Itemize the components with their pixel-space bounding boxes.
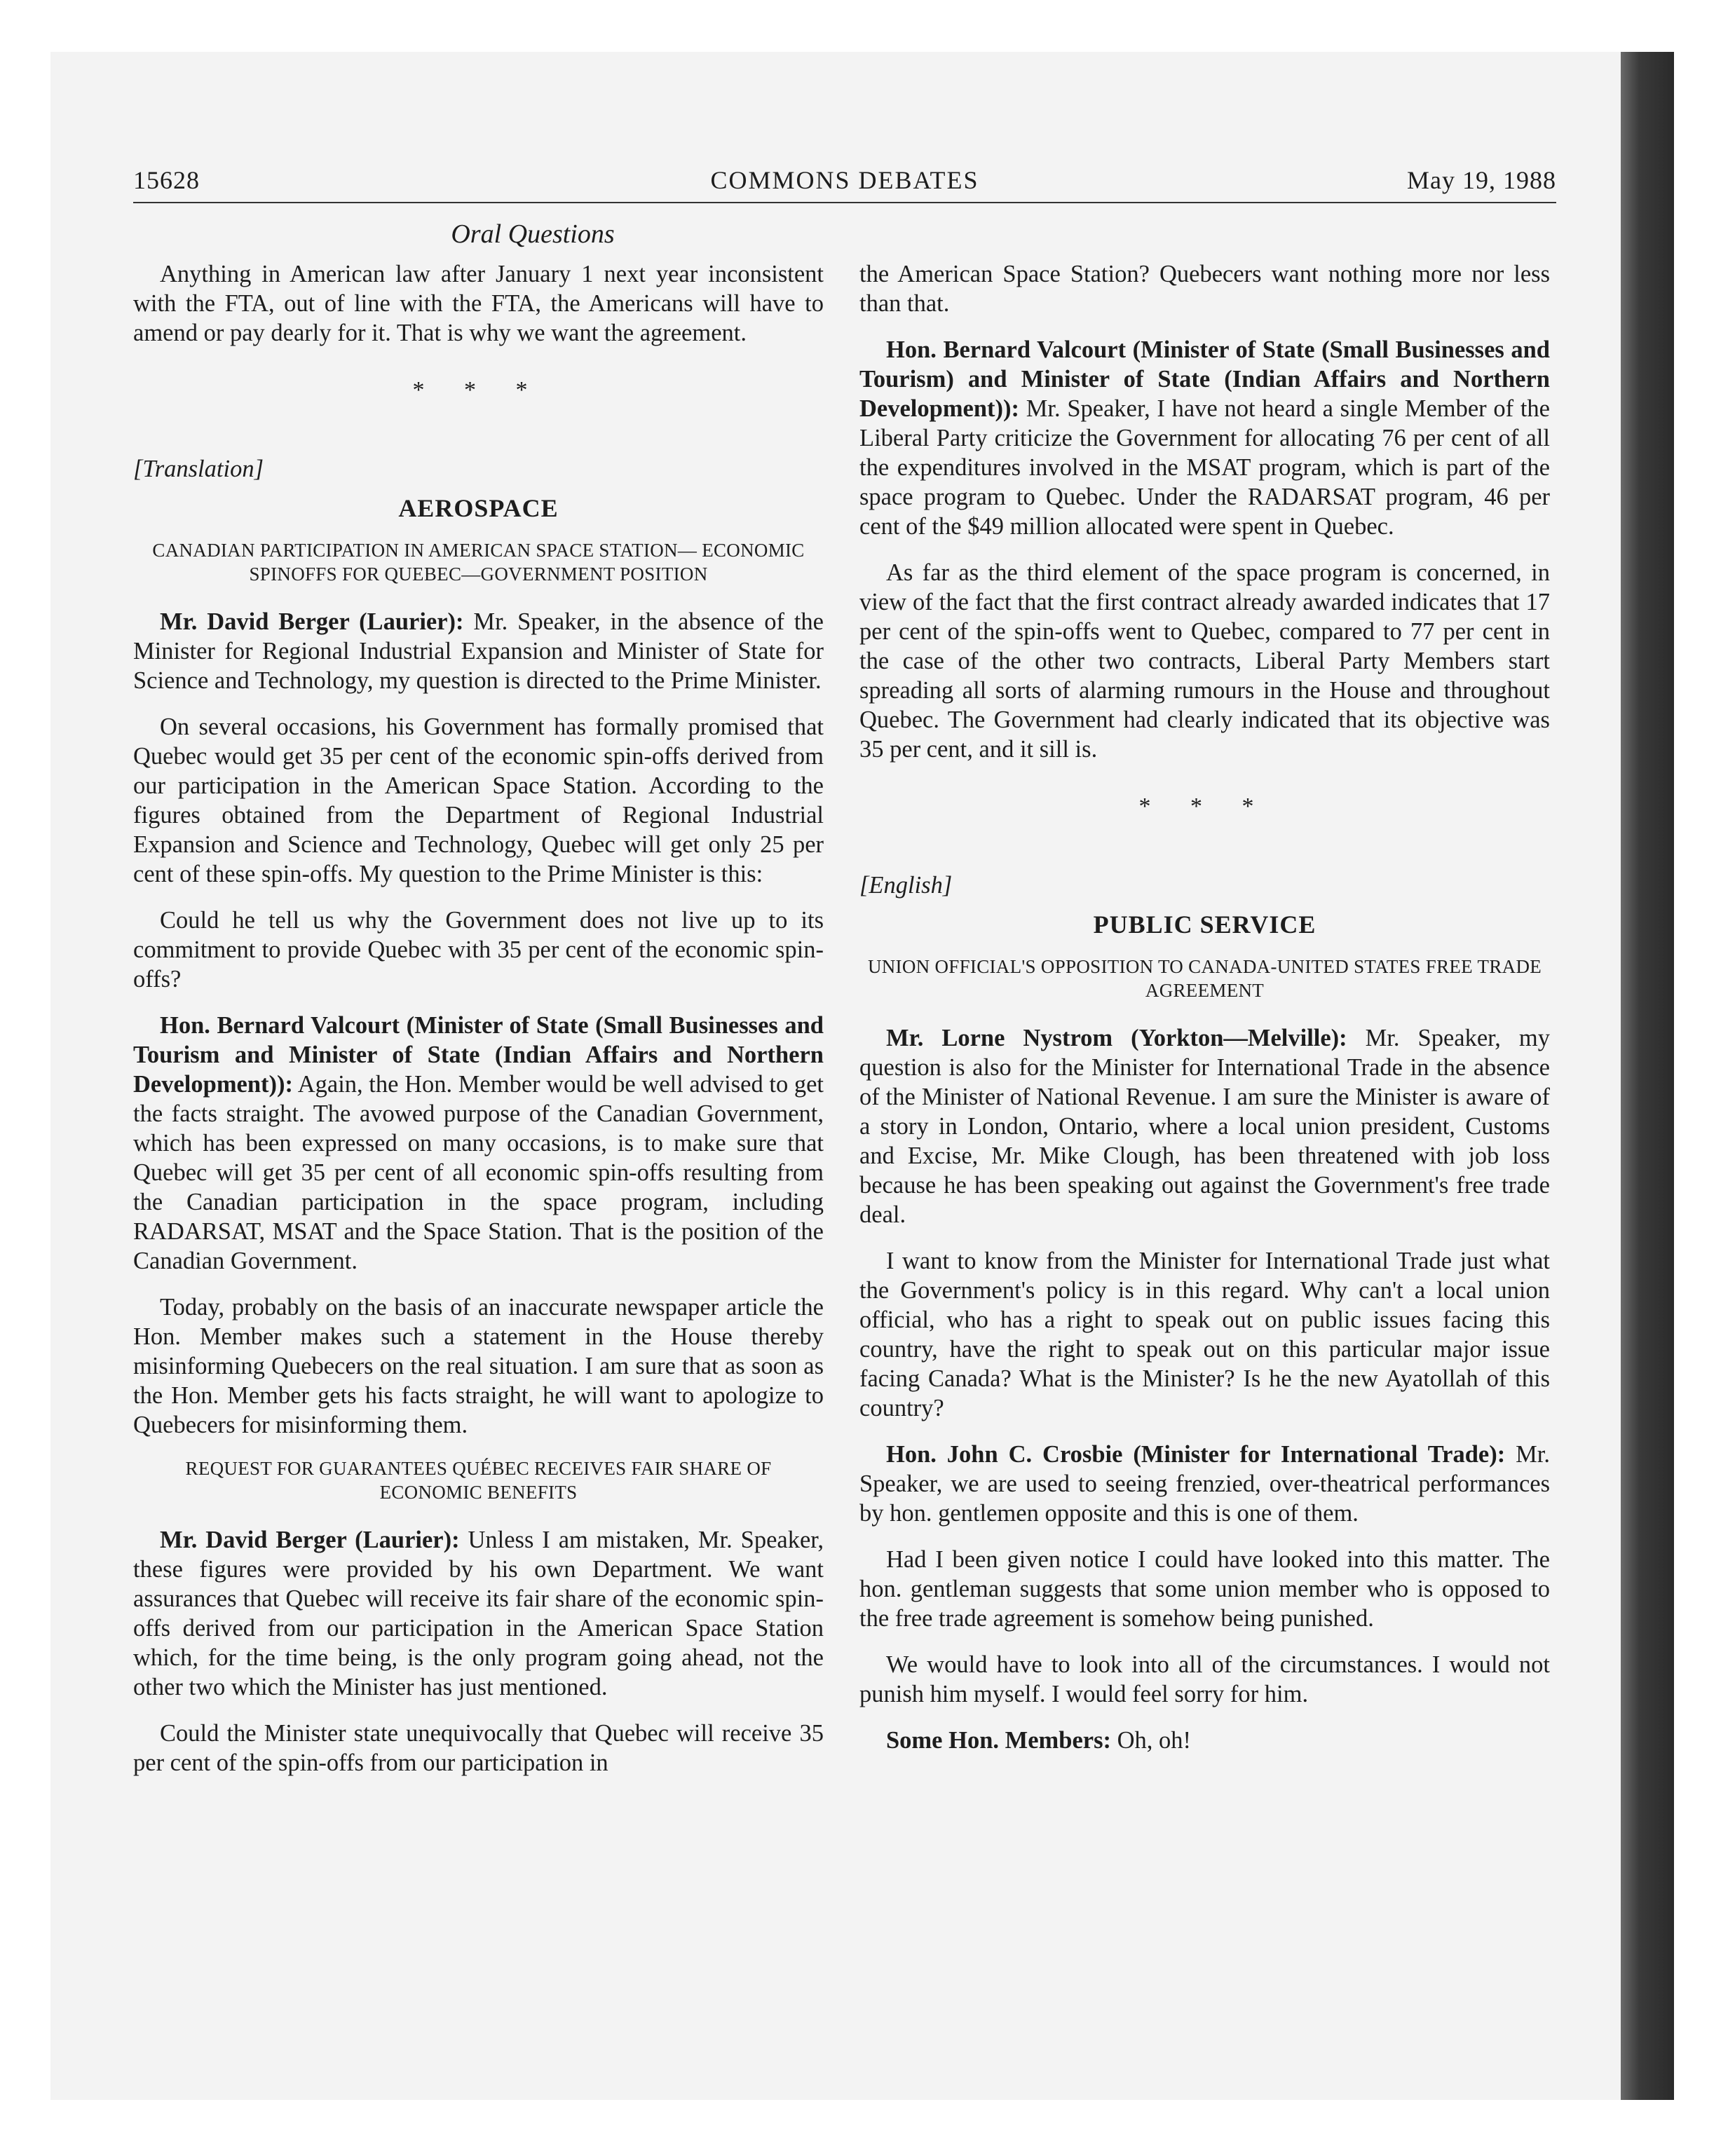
paragraph [133, 607, 824, 695]
paragraph: Anything in American law after January 1 next year inconsistent with the FTA, out of line with the FTA, the Americans will have to amend or pay dearly for it. That is why we want the agreement. [133, 261, 824, 346]
speech-text: Unless I am mistaken, Mr. Speaker, these figures were provided by his own Department. We want assurances that Quebec will receive its fair share of the economic spin-offs derived from our participation in the American Space Station which, for the time being, is the only program going ahead, not the other two which the Minister has just mentioned. [133, 1527, 824, 1700]
right-column [859, 259, 1550, 1772]
publication-title: COMMONS DEBATES [710, 166, 979, 194]
speaker-name: Some Hon. Members: [886, 1727, 1111, 1754]
speaker-name: Hon. Bernard Valcourt (Minister of State (Small Businesses and Tourism and Minister of State (Indian Affairs and Northern Development)): [133, 1012, 824, 1098]
topic-subheading: REQUEST FOR GUARANTEES QUÉBEC RECEIVES FAIR SHARE OF ECONOMIC BENEFITS [185, 1458, 772, 1503]
paragraph: Could the Minister state unequivocally that Quebec will receive 35 per cent of the spin-offs from our participation in [133, 1720, 824, 1776]
topic-subheading: UNION OFFICIAL'S OPPOSITION TO CANADA-UNITED STATES FREE TRADE AGREEMENT [867, 956, 1542, 1001]
paragraph [859, 335, 1550, 541]
speaker-name: Mr. David Berger (Laurier): [160, 608, 464, 635]
speech-text: Again, the Hon. Member would be well advised to get the facts straight. The avowed purpose of the Canadian Government, which has been expressed on many occasions, is to make sure that Quebec will get 35 per cent of all economic spin-offs resulting from the Canadian participation in the space program, including RADARSAT, MSAT and the Space Station. That is the position of the Canadian Government. [133, 1071, 824, 1274]
speech-text: Mr. Speaker, I have not heard a single Member of the Liberal Party criticize the Government for allocating 76 per cent of all the expenditures involved in the MSAT program, which is part of the space program to Quebec. Under the RADARSAT program, 46 per cent of the $49 million allocated were spent in Quebec. [859, 395, 1550, 540]
paragraph [859, 1440, 1550, 1528]
paragraph: I want to know from the Minister for International Trade just what the Government's policy is in this regard. Why can't a local union official, who has a right to speak out on public issues facing this country, have the right to speak out on this particular major issue facing Canada? What is the Minister? Is he the new Ayatollah of this country? [859, 1248, 1550, 1421]
topic-heading: PUBLIC SERVICE [1093, 910, 1316, 939]
language-marker: [English] [859, 872, 953, 899]
speaker-name: Mr. David Berger (Laurier): [160, 1527, 460, 1553]
page-header [133, 163, 1556, 203]
paragraph [133, 1525, 824, 1702]
speaker-name: Hon. John C. Crosbie (Minister for International Trade): [886, 1441, 1506, 1468]
paragraph [859, 1726, 1550, 1755]
page-date: May 19, 1988 [1407, 166, 1556, 194]
speech-text: Mr. Speaker, my question is also for the Minister for International Trade in the absence of the Minister of National Revenue. I am sure the Minister is aware of a story in London, Ontario, where a local union president, Customs and Excise, Mr. Mike Clough, has been threatened with job loss because he has been speaking out against the Government's free trade deal. [859, 1025, 1550, 1228]
speech-text: Mr. Speaker, in the absence of the Minister for Regional Industrial Expansion and Minister of State for Science and Technology, my question is directed to the Prime Minister. [133, 608, 824, 694]
paragraph: the American Space Station? Quebecers want nothing more nor less than that. [859, 261, 1550, 317]
paragraph: We would have to look into all of the circumstances. I would not punish him myself. I would feel sorry for him. [859, 1651, 1550, 1707]
page-number: 15628 [133, 166, 200, 194]
speaker-name: Mr. Lorne Nystrom (Yorkton—Melville): [886, 1025, 1347, 1051]
paragraph: Today, probably on the basis of an inaccurate newspaper article the Hon. Member makes such a statement in the House thereby misinforming Quebecers on the real situation. I am sure that as soon as the Hon. Member gets his facts straight, he will want to apologize to Quebecers for misinforming them. [133, 1294, 824, 1438]
section-separator: * * * [412, 377, 545, 403]
speech-text: Mr. Speaker, we are used to seeing frenzied, over-theatrical performances by hon. gentlemen opposite and this is one of them. [859, 1441, 1551, 1527]
paragraph [133, 1011, 824, 1276]
speaker-name: Hon. Bernard Valcourt (Minister of State (Small Businesses and Tourism) and Minister of State (Indian Affairs and Northern Development)): [859, 336, 1550, 422]
paragraph [859, 1023, 1550, 1229]
section-label: Oral Questions [451, 219, 615, 249]
paragraph: Had I been given notice I could have looked into this matter. The hon. gentleman suggests that some union member who is opposed to the free trade agreement is somehow being punished. [859, 1546, 1550, 1632]
left-column [133, 259, 824, 1794]
topic-heading: AEROSPACE [398, 494, 559, 522]
topic-subheading: CANADIAN PARTICIPATION IN AMERICAN SPACE STATION— ECONOMIC SPINOFFS FOR QUEBEC—GOVERNMENT POSITION [152, 540, 805, 585]
language-marker: [Translation] [133, 456, 264, 482]
section-separator: * * * [1138, 793, 1271, 819]
paragraph: On several occasions, his Government has formally promised that Quebec would get 35 per cent of the economic spin-offs derived from our participation in the American Space Station. According to the figures obtained from the Department of Regional Industrial Expansion and Science and Technology, Quebec will get only 25 per cent of these spin-offs. My question to the Prime Minister is this: [133, 714, 824, 887]
paragraph: Could he tell us why the Government does not live up to its commitment to provide Quebec with 35 per cent of the economic spin-offs? [133, 907, 824, 992]
paragraph: As far as the third element of the space program is concerned, in view of the fact that the first contract already awarded indicates that 17 per cent of the spin-offs went to Quebec, compared to 77 per cent in the case of the other two contracts, Liberal Party Members start spreading all sorts of alarming rumours in the House and throughout Quebec. The Government had clearly indicated that its objective was 35 per cent, and it sill is. [859, 559, 1550, 763]
speech-text: Oh, oh! [1110, 1727, 1192, 1754]
binding-edge [1621, 52, 1674, 2100]
